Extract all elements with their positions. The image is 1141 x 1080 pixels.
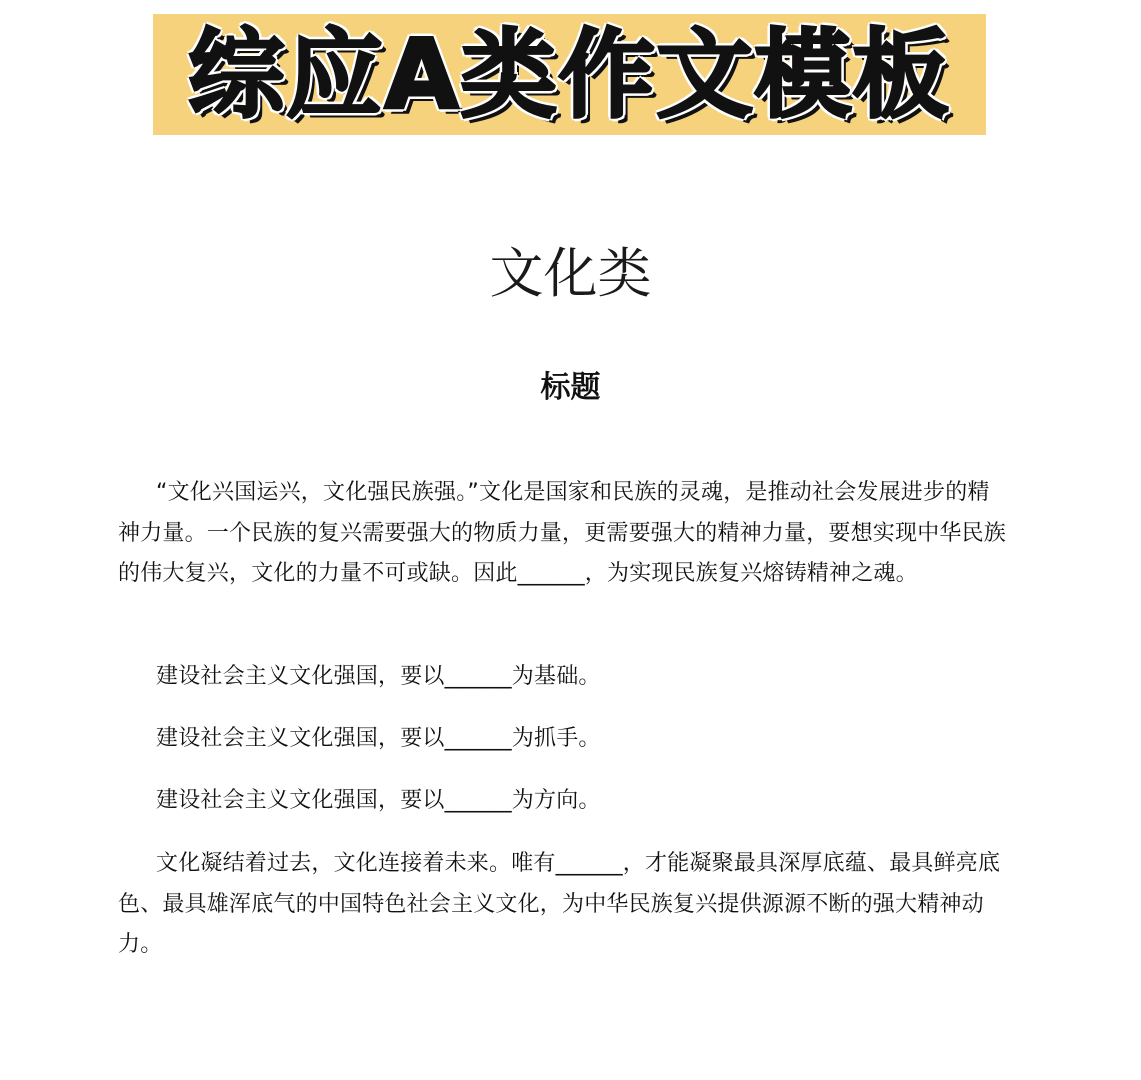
paragraph-point-3: 建设社会主义文化强国，要以______为方向。 xyxy=(156,788,601,813)
paragraph-point-2: 建设社会主义文化强国，要以______为抓手。 xyxy=(156,726,601,751)
paragraph-conclusion: 文化凝结着过去，文化连接着未来。唯有______，才能凝聚最具深厚底蕴、最具鲜亮底色、最具雄浑底气的中国特色社会主义文化，为中华民族复兴提供源源不断的强大精神动力。 xyxy=(118,851,1001,957)
title-banner xyxy=(153,14,986,135)
banner-title: 综应A类作文模板 xyxy=(188,18,951,131)
paragraph-point-1: 建设社会主义文化强国，要以______为基础。 xyxy=(156,664,601,689)
paragraph-intro: “文化兴国运兴，文化强民族强。”文化是国家和民族的灵魂，是推动社会发展进步的精神力量。一个民族的复兴需要强大的物质力量，更需要强大的精神力量，要想实现中华民族的伟大复兴，文化的力量不可或缺。因此______，为实现民族复兴熔铸精神之魂。 xyxy=(118,480,1007,586)
document-subtitle: 标题 xyxy=(540,370,601,405)
document-title: 文化类 xyxy=(489,242,652,305)
document-page xyxy=(0,150,1141,1080)
